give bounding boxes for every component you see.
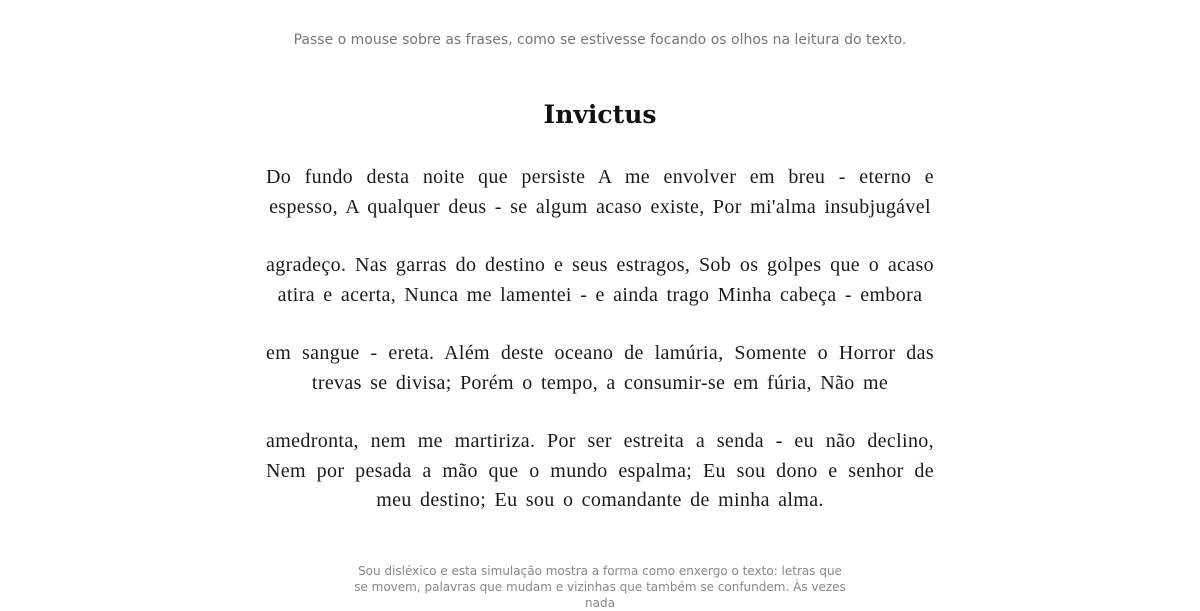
poem-phrase[interactable]: agradeço. Nas garras do destino e seus estragos, Sob os golpes que o acaso atira e acerta, Nunca me lamentei - e ainda trago Minha cabeça - embora <box>266 254 934 306</box>
poem-stanza-1[interactable] <box>266 163 934 222</box>
dyslexia-note: Sou disléxico e esta simulação mostra a forma como enxergo o texto: letras que se movem, palavras que mudam e vizinhas que também se confundem. Às vezes nada <box>354 564 846 610</box>
poem-stanza-4[interactable] <box>266 427 934 516</box>
poem-title: Invictus <box>543 100 657 129</box>
poem-stanza-3[interactable] <box>266 339 934 398</box>
poem-phrase[interactable]: amedronta, nem me martiriza. Por ser estreita a senda - eu não declino, Nem por pesada a mão que o mundo espalma; Eu sou dono e senhor de meu destino; Eu sou o comandante de minha alma. <box>266 430 934 511</box>
instruction-text: Passe o mouse sobre as frases, como se estivesse focando os olhos na leitura do texto. <box>293 32 907 48</box>
poem-body <box>266 163 934 545</box>
poem-phrase[interactable]: em sangue - ereta. Além deste oceano de lamúria, Somente o Horror das trevas se divisa; Porém o tempo, a consumir-se em fúria, Não me <box>266 342 934 394</box>
poem-phrase[interactable]: Do fundo desta noite que persiste A me envolver em breu - eterno e espesso, A qualquer deus - se algum acaso existe, Por mi'alma insubjugável <box>266 166 934 218</box>
poem-stanza-2[interactable] <box>266 251 934 310</box>
